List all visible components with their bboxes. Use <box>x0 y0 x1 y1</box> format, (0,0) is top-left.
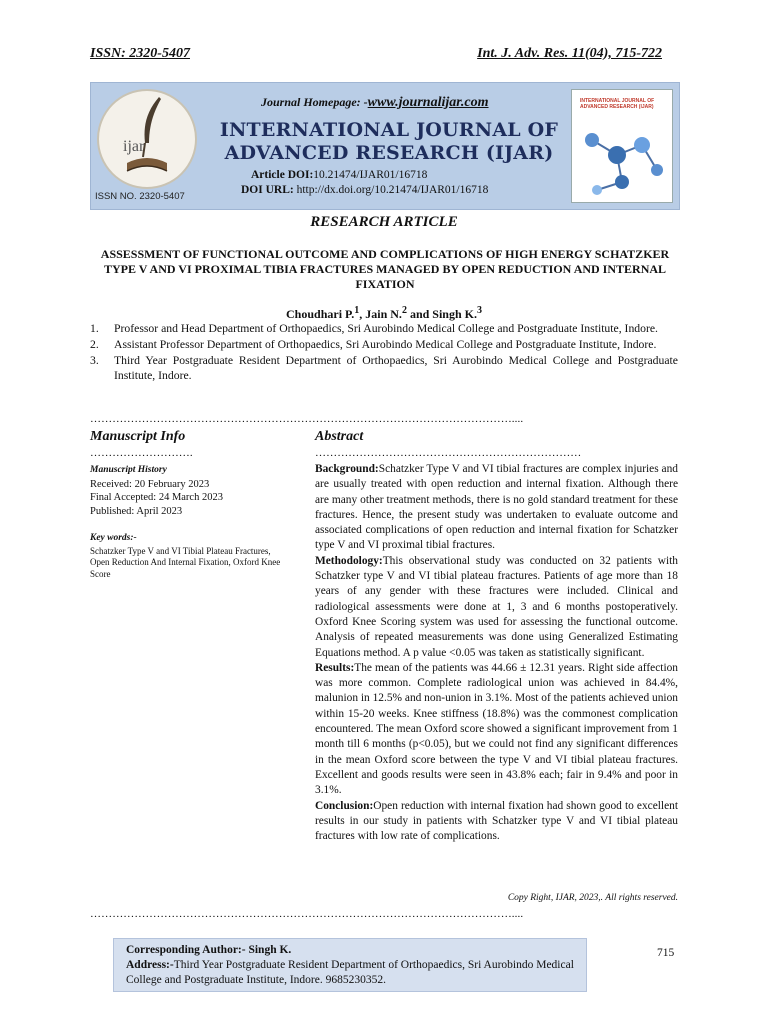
author-name: Singh K. <box>432 307 477 321</box>
author-name: Choudhari P. <box>286 307 355 321</box>
abstract-results: Results:The mean of the patients was 44.66 ± 12.31 years. Right side affection was more common. Complete radiological union was achieved in 84.4%, malunion in 12.5% and non-union in 3.1%. Most of the patients achieved union within 15-20 weeks. Knee stiffness (18.8%) was the commonest complication encountered. The mean Oxford score showed a significant improvement from 1 month till 6 months (p<0.05), but we could not find any significant differences in the mean Oxford score between the type V and VI tibial plateau fractures. Excellent and goods results were seen in 43.8% each; fair in 9.4% and poor in 3.1%. <box>315 661 678 797</box>
author-list: Choudhari P.$^1$, Jain N.$^2$ and Singh K.$^3$ <box>286 305 482 321</box>
copyright-notice: Copy Right, IJAR, 2023,. All rights reserved. <box>507 893 678 903</box>
article-type: RESEARCH ARTICLE <box>310 214 458 230</box>
corresponding-address: Address:-Third Year Postgraduate Resident Department of Orthopaedics, Sri Aurobindo Medical College and Postgraduate Institute, Indore. 9685230352. <box>126 959 574 986</box>
article-title: ASSESSMENT OF FUNCTIONAL OUTCOME AND COMPLICATIONS OF HIGH ENERGY SCHATZKER TYPE V AND VI PROXIMAL TIBIA FRACTURES MANAGED BY OPEN REDUCTION AND INTERNAL FIXATION <box>100 247 670 291</box>
issn-header: ISSN: 2320-5407 <box>90 46 190 61</box>
keywords-label: Key words:- <box>90 533 137 543</box>
abstract-conclusion: Conclusion:Open reduction with internal fixation had shown good to excellent results in our study in patients with Schatzker type V and VI tibial plateau fractures with low rate of complications. <box>315 799 678 843</box>
page-number: 715 <box>657 947 675 959</box>
doi-url: DOI URL: http://dx.doi.org/10.21474/IJAR01/16718 <box>241 184 489 196</box>
abstract-heading: Abstract <box>315 429 364 444</box>
accepted-date: Final Accepted: 24 March 2023 <box>90 492 223 503</box>
abstract-methodology: Methodology:This observational study was conducted on 32 patients with Schatzker type V and VI tibial plateau fractures. Patients of age more than 18 years of any gender with these fractures were included. Clinical and radiological assessments were done at 1, 3 and 6 months postoperatively. Oxford Knee Scoring system was used for assessing the functional outcome. Analysis of repeated measurements was done using Generalized Estimating Equations method. A p value <0.05 was taken as statistically significant. <box>315 554 678 659</box>
doi-link[interactable]: http://dx.doi.org/10.21474/IJAR01/16718 <box>296 184 489 196</box>
manuscript-info <box>90 464 290 580</box>
affiliation-item: 3. Third Year Postgraduate Resident Department of Orthopaedics, Sri Aurobindo Medical College and Postgraduate Institute, Indore. <box>90 354 678 382</box>
separator-line: …………………………………………………………………………………………………….... <box>90 413 524 425</box>
quill-book-icon <box>99 91 195 187</box>
manuscript-info-heading: Manuscript Info <box>90 429 186 444</box>
author-name: Jain N. <box>365 307 402 321</box>
corresponding-author-label: Corresponding Author:- Singh K. <box>126 944 292 956</box>
keywords: Schatzker Type V and VI Tibial Plateau Fractures, Open Reduction And Internal Fixation, Oxford Knee Score <box>90 545 281 579</box>
affiliation-item: 1. Professor and Head Department of Orthopaedics, Sri Aurobindo Medical College and Postgraduate Institute, Indore. <box>90 322 658 335</box>
received-date: Received: 20 February 2023 <box>90 478 210 490</box>
affiliation-list <box>90 321 678 384</box>
published-date: Published: April 2023 <box>90 505 183 517</box>
svg-text:ijar: ijar <box>123 138 145 155</box>
abstract-body <box>315 462 678 844</box>
manuscript-separator: ………………………. <box>90 447 193 459</box>
abstract-separator: ……………………………………………………………… <box>315 447 582 459</box>
logo-issn: ISSN NO. 2320-5407 <box>95 191 185 202</box>
corresponding-author-box <box>113 938 587 992</box>
separator-line: …………………………………………………………………………………………………….... <box>90 908 524 920</box>
homepage-link[interactable]: www.journalijar.com <box>367 95 489 110</box>
history-label: Manuscript History <box>90 465 167 475</box>
ijar-logo <box>97 89 197 189</box>
journal-homepage: Journal Homepage: -www.journalijar.com <box>261 95 489 110</box>
affiliation-item: 2. Assistant Professor Department of Orthopaedics, Sri Aurobindo Medical College and Postgraduate Institute, Indore. <box>90 338 657 351</box>
abstract-background: Background:Schatzker Type V and VI tibial fractures are complex injuries and are usually treated with open reduction and internal fixation. Although there are many other treatment methods, there is no gold standard treatment for these fractures. Hence, the present study was undertaken to evaluate outcome and associated complications of open reduction and internal fixation for Schatzker type V and VI proximal tibial fractures. <box>315 463 678 552</box>
citation-header: Int. J. Adv. Res. 11(04), 715-722 <box>477 46 662 61</box>
journal-cover-image: INTERNATIONAL JOURNAL OF ADVANCED RESEARCH (IJAR) <box>571 89 673 203</box>
journal-banner <box>90 82 680 210</box>
journal-name: INTERNATIONAL JOURNAL OF ADVANCED RESEARCH (IJAR) <box>219 119 559 164</box>
article-doi: Article DOI:10.21474/IJAR01/16718 <box>251 169 428 181</box>
